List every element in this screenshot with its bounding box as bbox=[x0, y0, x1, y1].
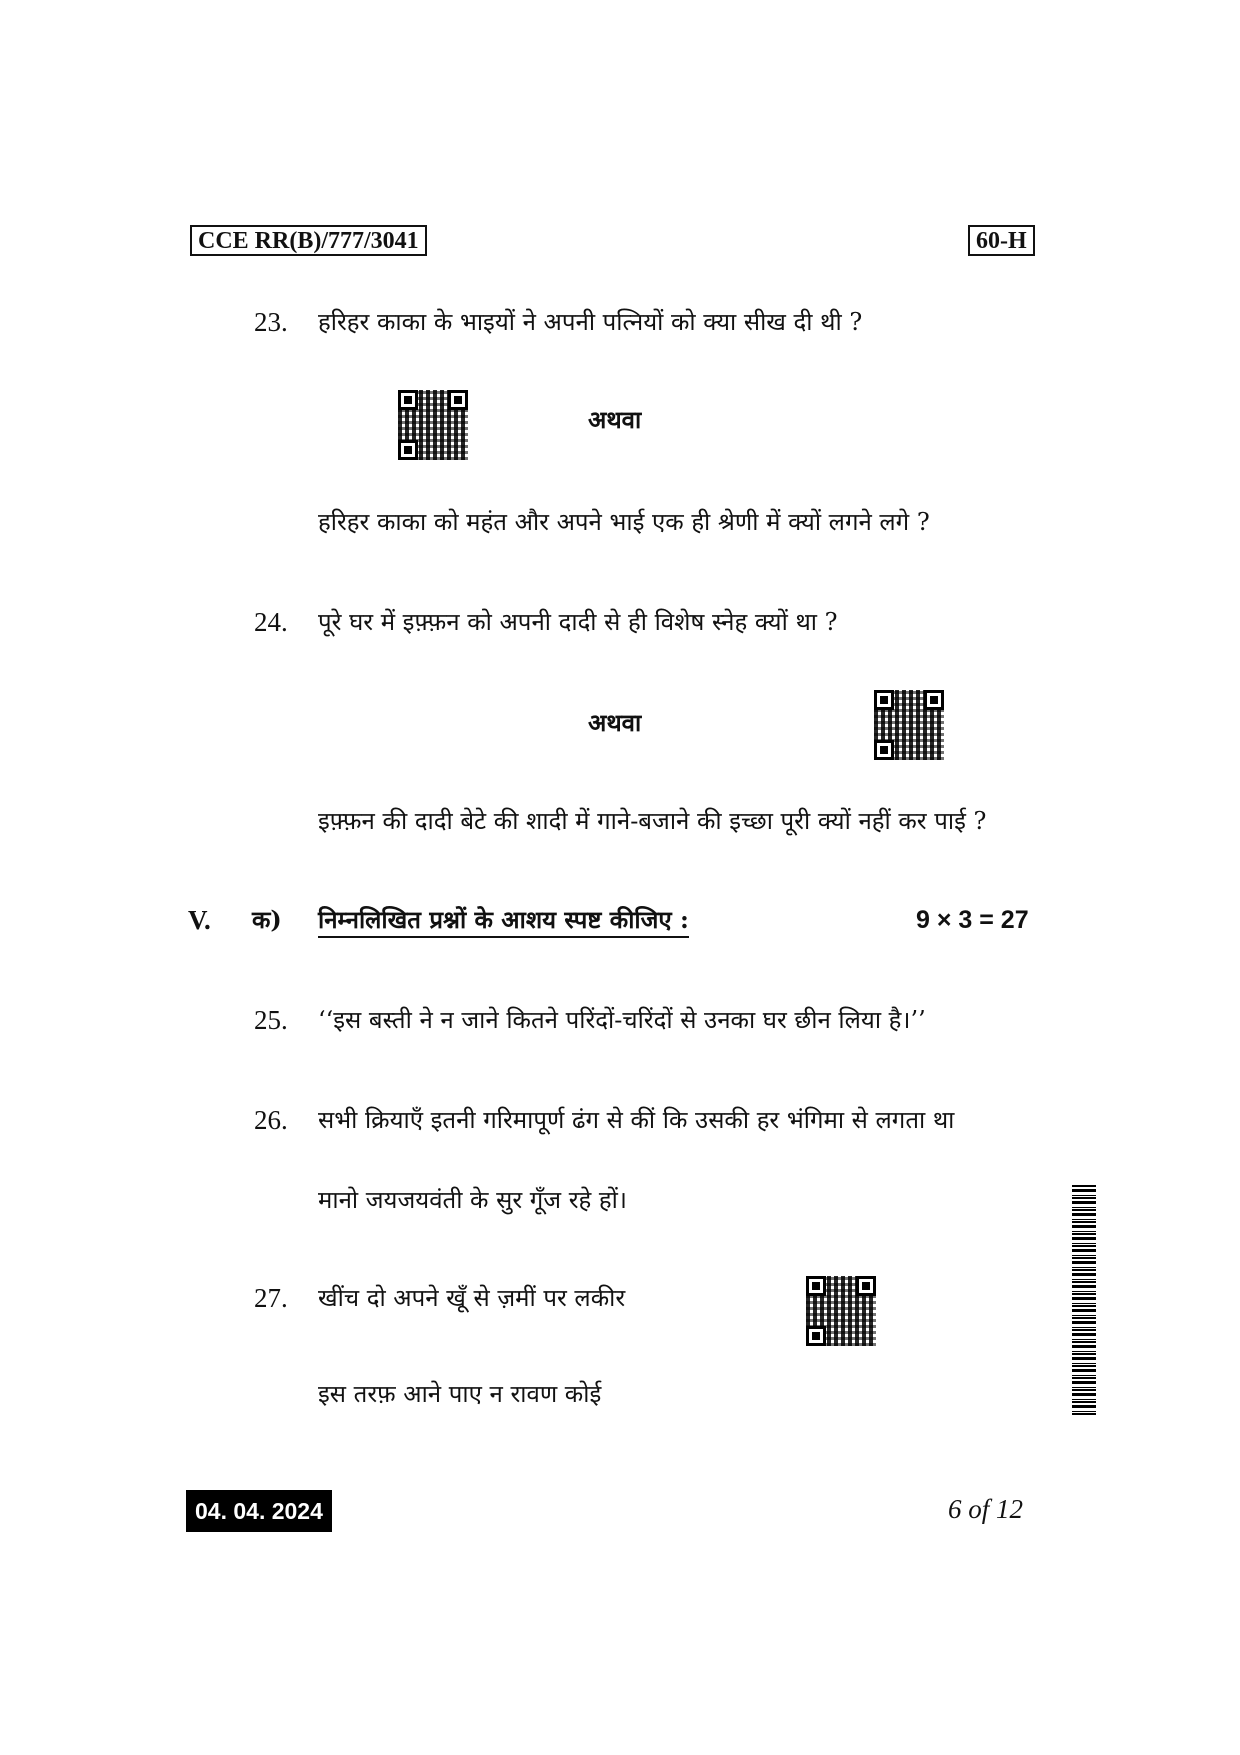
subsection-label: क) bbox=[252, 905, 282, 934]
question-number-26: 26. bbox=[254, 1105, 288, 1135]
section-instruction bbox=[318, 902, 689, 938]
question-number-24: 24. bbox=[254, 607, 288, 637]
question-24-alternative: इफ़्फ़न की दादी बेटे की शादी में गाने-बजाने की इच्छा पूरी क्यों नहीं कर पाई ? bbox=[318, 807, 987, 835]
question-number-23: 23. bbox=[254, 307, 288, 337]
question-number-25: 25. bbox=[254, 1005, 288, 1035]
page-number: 6 of 12 bbox=[948, 1494, 1024, 1524]
qr-code-icon bbox=[806, 1276, 876, 1346]
question-number-27: 27. bbox=[254, 1283, 288, 1313]
question-24-text: पूरे घर में इफ़्फ़न को अपनी दादी से ही विशेष स्नेह क्यों था ? bbox=[318, 608, 838, 636]
question-23-alternative: हरिहर काका को महंत और अपने भाई एक ही श्रेणी में क्यों लगने लगे ? bbox=[318, 508, 930, 536]
question-27-line-1: खींच दो अपने खूँ से ज़मीं पर लकीर bbox=[318, 1284, 626, 1312]
paper-code: CCE RR(B)/777/3041 bbox=[190, 225, 427, 256]
qr-code-icon bbox=[398, 390, 468, 460]
question-25-text: ‘‘इस बस्ती ने न जाने कितने परिंदों-चरिंदों से उनका घर छीन लिया है।’’ bbox=[318, 1006, 926, 1034]
or-label-24: अथवा bbox=[588, 708, 642, 737]
section-instruction-text: निम्नलिखित प्रश्नों के आशय स्पष्ट कीजिए : bbox=[318, 905, 689, 938]
exam-date: 04. 04. 2024 bbox=[186, 1490, 332, 1532]
question-27-line-2: इस तरफ़ आने पाए न रावण कोई bbox=[318, 1380, 602, 1408]
or-label-23: अथवा bbox=[588, 405, 642, 434]
barcode-icon bbox=[1072, 1185, 1096, 1415]
question-26-line-1: सभी क्रियाएँ इतनी गरिमापूर्ण ढंग से कीं कि उसकी हर भंगिमा से लगता था bbox=[318, 1106, 955, 1134]
section-number: V. bbox=[188, 905, 211, 935]
subject-code: 60-H bbox=[968, 225, 1035, 256]
qr-code-icon bbox=[874, 690, 944, 760]
section-marks: 9 × 3 = 27 bbox=[916, 906, 1029, 934]
question-23-text: हरिहर काका के भाइयों ने अपनी पत्नियों को क्या सीख दी थी ? bbox=[318, 308, 863, 336]
question-26-line-2: मानो जयजयवंती के सुर गूँज रहे हों। bbox=[318, 1186, 627, 1214]
